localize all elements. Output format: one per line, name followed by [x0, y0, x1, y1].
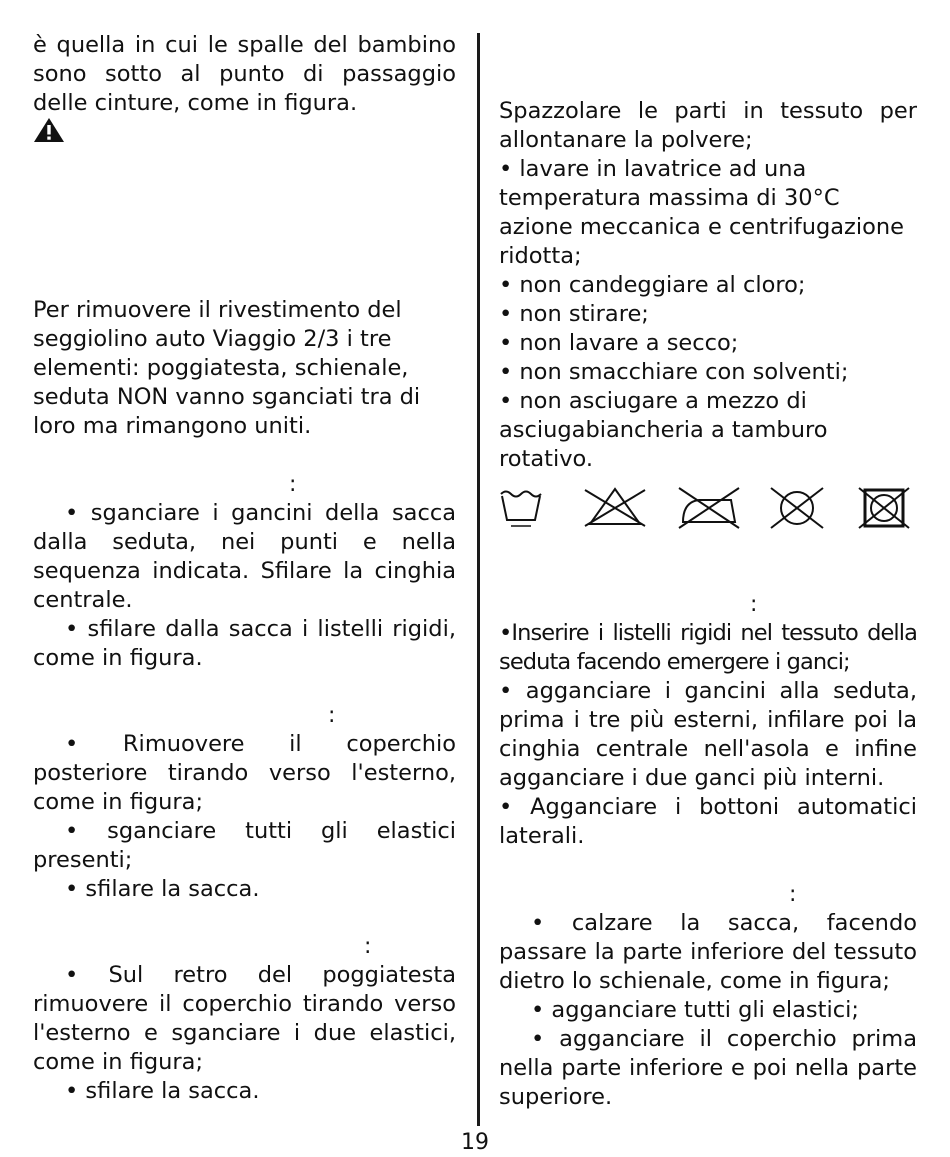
care-line: • non smacchiare con solventi; [499, 359, 849, 385]
backrest-heading-colon: : [328, 703, 336, 728]
care-line: ridotta; [499, 243, 582, 269]
seat-refit-step: •Inserire i listelli rigidi nel tessuto della seduta facendo emergere i ganci; [499, 620, 917, 675]
cover-removal-line: loro ma rimangono uniti. [33, 413, 312, 439]
cover-removal-line: elementi: poggiatesta, schienale, [33, 355, 409, 381]
headrest-step: • Sul retro del poggiatesta rimuovere il coperchio tirando verso l'esterno e sganciare i due elastici, come in figura; [33, 962, 456, 1075]
care-line: temperatura massima di 30°C [499, 185, 840, 211]
backrest-refit-steps [499, 909, 917, 1112]
headrest-step: • sfilare la sacca. [65, 1078, 260, 1104]
backrest-step: • sfilare la sacca. [65, 876, 260, 902]
cover-removal-line: seggiolino auto Viaggio 2/3 i tre [33, 326, 392, 352]
care-instructions [499, 155, 917, 474]
care-line: • non stirare; [499, 301, 649, 327]
seat-refit-steps [499, 619, 917, 851]
backrest-refit-heading-colon: : [789, 882, 797, 907]
care-line: • non lavare a secco; [499, 330, 739, 356]
column-divider [477, 33, 480, 1126]
intro-paragraph: è quella in cui le spalle del bambino sono sotto al punto di passaggio delle cinture, come in figura. [33, 32, 456, 116]
care-line: azione meccanica e centrifugazione [499, 214, 904, 240]
no-bleach-icon [582, 486, 648, 530]
headrest-removal-steps [33, 961, 456, 1106]
care-intro-paragraph: Spazzolare le parti in tessuto per allontanare la polvere; [499, 98, 917, 153]
care-line: rotativo. [499, 446, 594, 472]
warning-icon [33, 117, 65, 143]
backrest-step: • Rimuovere il coperchio posteriore tirando verso l'esterno, come in figura; [33, 731, 456, 815]
backrest-step: • sganciare tutti gli elastici presenti; [33, 818, 456, 873]
no-tumble-dry-icon [857, 486, 911, 530]
cover-removal-paragraph [33, 296, 456, 441]
backrest-refit-step: • calzare la sacca, facendo passare la parte inferiore del tessuto dietro lo schienale, come in figura; [499, 910, 917, 994]
seat-refit-step: • agganciare i gancini alla seduta, prima i tre più esterni, infilare poi la cinghia centrale nell'asola e infine agganciare i due ganci più interni. [499, 678, 917, 791]
backrest-refit-step: • agganciare tutti gli elastici; [531, 997, 859, 1023]
seat-heading-colon: : [289, 472, 297, 497]
seat-step: • sfilare dalla sacca i listelli rigidi, come in figura. [33, 616, 456, 671]
care-symbols-row [499, 486, 917, 530]
cover-removal-line: Per rimuovere il rivestimento del [33, 297, 402, 323]
care-line: asciugabiancheria a tamburo [499, 417, 828, 443]
cover-removal-line: seduta NON vanno sganciati tra di [33, 384, 421, 410]
wash-30-gentle-icon [499, 486, 543, 530]
care-line: • non candeggiare al cloro; [499, 272, 806, 298]
care-line: • non asciugare a mezzo di [499, 388, 807, 414]
page-number: 19 [461, 1130, 489, 1155]
care-line: • lavare in lavatrice ad una [499, 156, 807, 182]
backrest-refit-step: • agganciare il coperchio prima nella parte inferiore e poi nella parte superiore. [499, 1026, 917, 1110]
seat-step: • sganciare i gancini della sacca dalla seduta, nei punti e nella sequenza indicata. Sfilare la cinghia centrale. [33, 500, 456, 613]
no-dry-clean-icon [767, 486, 827, 530]
seat-refit-step: • Agganciare i bottoni automatici laterali. [499, 794, 917, 849]
seat-refit-heading-colon: : [750, 592, 758, 617]
seat-removal-steps [33, 499, 456, 673]
no-iron-icon [675, 486, 743, 530]
headrest-heading-colon: : [364, 934, 372, 959]
backrest-removal-steps [33, 730, 456, 904]
